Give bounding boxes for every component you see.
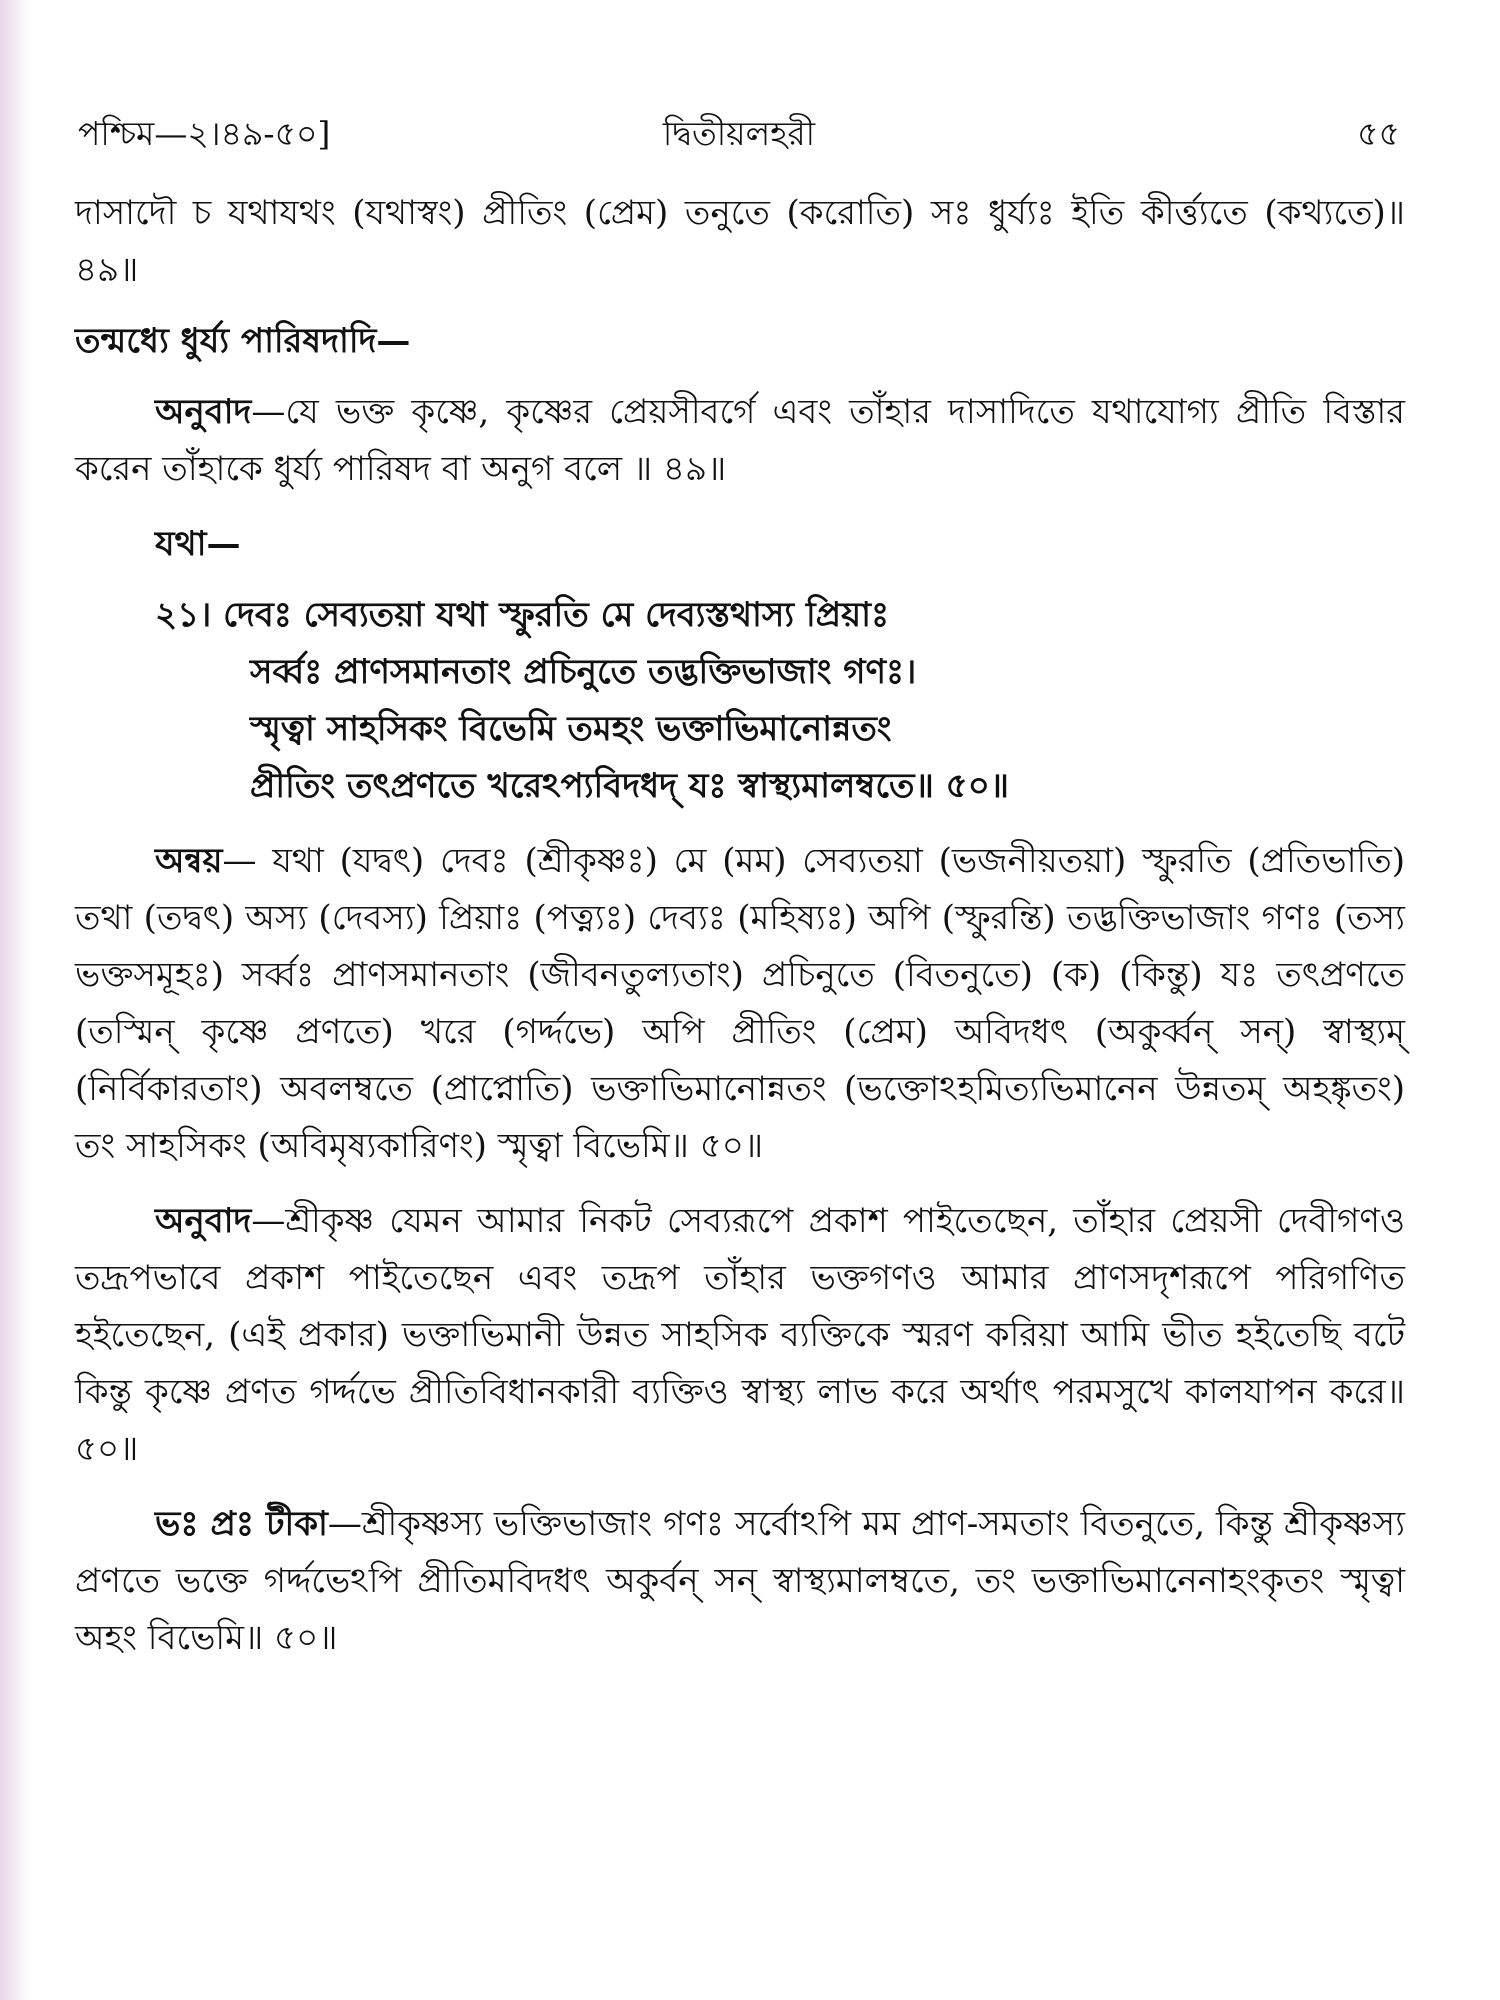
anvay-paragraph — [75, 833, 1405, 1175]
translation-paragraph-50 — [75, 1193, 1405, 1478]
tika-paragraph — [75, 1496, 1405, 1667]
tika-label: ভঃ প্রঃ টীকা — [155, 1504, 328, 1544]
translation-text: —যে ভক্ত কৃষ্ণে, কৃষ্ণের প্রেয়সীবর্গে এবং তাঁহার দাসাদিতে যথাযোগ্য প্রীতি বিস্তার করেন তাঁহাকে ধুর্য্য পারিষদ বা অনুগ বলে ॥ ৪৯॥ — [75, 392, 1405, 489]
verse-line: স্মৃত্বা সাহসিকং বিভেমি তমহং ভক্তাভিমানোন্নতং — [250, 709, 892, 749]
example-label: যথা— — [155, 524, 241, 564]
page-header — [78, 108, 1400, 164]
verse-line: ২১। দেবঃ সেব্যতয়া যথা স্ফুরতি মে দেব্যস্তথাস্য প্রিয়াঃ — [155, 595, 890, 635]
translation-text: —শ্রীকৃষ্ণ যেমন আমার নিকট সেব্যরূপে প্রকাশ পাইতেছেন, তাঁহার প্রেয়সী দেবীগণও তদ্রূপভাবে প্রকাশ পাইতেছেন এবং তদ্রূপ তাঁহার ভক্তগণও আমার প্রাণসদৃশরূপে পরিগণিত হইতেছেন, (এই প্রকার) ভক্তাভিমানী উন্নত সাহসিক ব্যক্তিকে স্মরণ করিয়া আমি ভীত হইতেছি বটে কিন্তু কৃষ্ণে প্রণত গর্দ্দভে প্রীতিবিধানকারী ব্যক্তিও স্বাস্থ্য লাভ করে অর্থাৎ পরমসুখে কালযাপন করে॥ ৫০॥ — [75, 1201, 1405, 1469]
page-number: ৫৫ — [1357, 114, 1400, 153]
header-chapter-ref: পশ্চিম—২।৪৯-৫০] — [78, 114, 331, 153]
verse-21 — [75, 587, 1405, 815]
translation-label: অনুবাদ — [155, 392, 252, 432]
anvay-text: — যথা (যদ্বৎ) দেবঃ (শ্রীকৃষ্ণঃ) মে (মম) সেব্যতয়া (ভজনীয়তয়া) স্ফুরতি (প্রতিভাতি) তথা (তদ্বৎ) অস্য (দেবস্য) প্রিয়াঃ (পত্ন্যঃ) দেব্যঃ (মহিষ্যঃ) অপি (স্ফুরন্তি) তদ্ভক্তিভাজাং গণঃ (তস্য ভক্তসমূহঃ) সর্ব্বঃ প্রাণসমানতাং (জীবনতুল্যতাং) প্রচিনুতে (বিতনুতে) (ক) (কিন্তু) যঃ তৎপ্রণতে (তস্মিন্ কৃষ্ণে প্রণতে) খরে (গর্দ্দভে) অপি প্রীতিং (প্রেম) অবিদধৎ (অকুর্ব্বন্ সন্) স্বাস্থ্যম্ (নির্বিকারতাং) অবলম্বতে (প্রাপ্নোতি) ভক্তাভিমানোন্নতং (ভক্তোঽহমিত্যভিমানেন উন্নতম্ অহঙ্কৃতং) তং সাহসিকং (অবিমৃষ্যকারিণং) স্মৃত্বা বিভেমি॥ ৫০॥ — [75, 841, 1405, 1166]
tika-text: —শ্রীকৃষ্ণস্য ভক্তিভাজাং গণঃ সর্বোঽপি মম প্রাণ-সমতাং বিতনুতে, কিন্তু শ্রীকৃষ্ণস্য প্রণতে ভক্তে গর্দ্দভেঽপি প্রীতিমবিদধৎ অকুর্বন্ সন্ স্বাস্থ্যমালম্বতে, তং ভক্তাভিমানেনাহংকৃতং স্মৃত্বা অহং বিভেমি॥ ৫০॥ — [75, 1504, 1405, 1658]
translation-paragraph-49 — [75, 384, 1405, 498]
translation-label: অনুবাদ — [155, 1201, 252, 1241]
verse-line: সর্ব্বঃ প্রাণসমানতাং প্রচিনুতে তদ্ভক্তিভাজাং গণঃ। — [250, 652, 917, 692]
anvay-label: অন্বয় — [155, 841, 223, 881]
header-section-title: দ্বিতীয়লহরী — [662, 114, 816, 153]
continued-commentary: দাসাদৌ চ যথাযথং (যথাস্বং) প্রীতিং (প্রেম) তনুতে (করোতি) সঃ ধুর্য্যঃ ইতি কীর্ত্ত্যতে (কথ্যতে)॥ ৪৯॥ — [75, 193, 1405, 290]
page-edge-shadow — [0, 0, 30, 2000]
verse-line: প্রীতিং তৎপ্রণতে খরেঽপ্যবিদধদ্ যঃ স্বাস্থ্যমালম্বতে॥ ৫০॥ — [250, 766, 1010, 806]
page-body — [75, 185, 1405, 1681]
section-heading: তন্মধ্যে ধুর্য্য পারিষদাদি— — [75, 321, 411, 361]
